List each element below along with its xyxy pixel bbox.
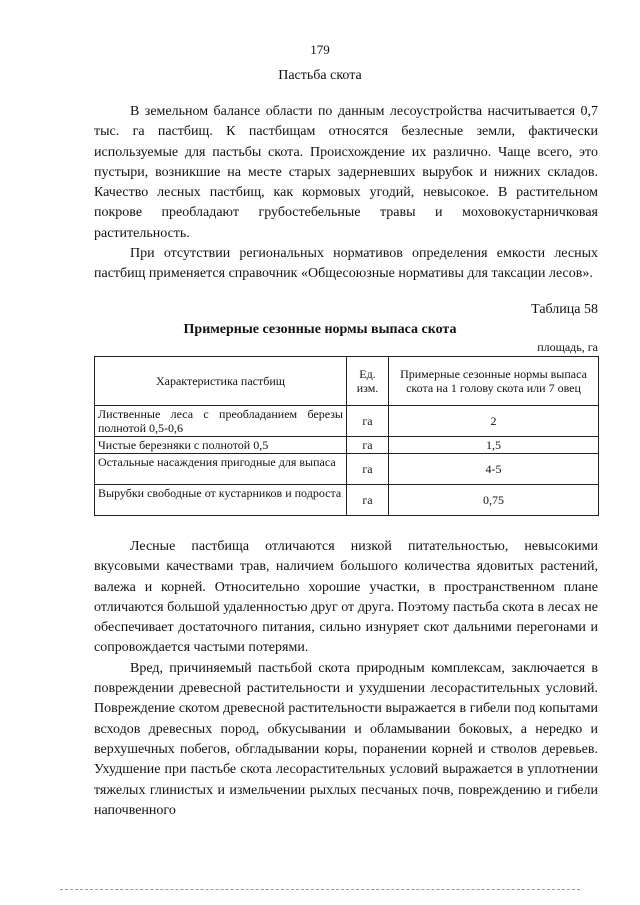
paragraph: Вред, причиняемый пастьбой скота природным комплексам, заключается в повреждении древесной растительности и ухудшении лесорастительных условий. Повреждение скотом древесной растительности выражается в гибели под копытами всходов древесных пород, обкусывании и обламывании боковых, а нередко и верхушечных побегов, обгладывании коры, поранении корней и стволов деревьев. Ухудшение при пастьбе скота лесорастительных условий выражается в уплотнении тяжелых глинистых и измельчении рыхлых песчаных почв, повреждению и гибели напочвенного <box>94 660 598 818</box>
paragraph: При отсутствии региональных нормативов определения емкости лесных пастбищ применяется справочник «Общесоюзные нормативы для таксации лесов». <box>94 246 598 282</box>
table-unit: площадь, га <box>537 340 598 354</box>
cell-unit: га <box>347 485 389 516</box>
body-text <box>94 537 598 821</box>
table-row <box>95 454 599 485</box>
page-number: 179 <box>310 42 330 57</box>
cell-norm: 1,5 <box>389 437 599 454</box>
cell-norm: 4-5 <box>389 454 599 485</box>
section-title: Пастьба скота <box>278 68 362 83</box>
cell-unit: га <box>347 437 389 454</box>
table-row <box>95 437 599 454</box>
paragraph: Лесные пастбища отличаются низкой питательностью, невысокими вкусовыми качествами трав, наличием большого количества ядовитых растений, валежа и корней. Относительно хорошие участки, в пространственном плане отличаются большой удаленностью друг от друга. Поэтому пастьба скота в лесах не обеспечивает достаточного питания, сильно изнуряет скот дальними перегонами и сопровождается частыми потерями. <box>94 539 598 656</box>
cell-characteristic: Лиственные леса с преобладанием березы полнотой 0,5-0,6 <box>95 406 347 437</box>
header-characteristic: Характеристика пастбищ <box>95 357 347 406</box>
table-label: Таблица 58 <box>531 302 598 317</box>
cell-norm: 0,75 <box>389 485 599 516</box>
cell-characteristic: Остальные насаждения пригодные для выпаса <box>95 454 347 485</box>
header-norm: Примерные сезонные нормы выпаса скота на 1 голову скота или 7 овец <box>389 357 599 406</box>
table-row <box>95 406 599 437</box>
cell-norm: 2 <box>389 406 599 437</box>
cell-unit: га <box>347 406 389 437</box>
cell-characteristic: Чистые березняки с полнотой 0,5 <box>95 437 347 454</box>
cell-unit: га <box>347 454 389 485</box>
table-header-row <box>95 357 599 406</box>
header-unit: Ед. изм. <box>347 357 389 406</box>
table-row <box>95 485 599 516</box>
grazing-norms-table <box>94 356 599 516</box>
table-caption: Примерные сезонные нормы выпаса скота <box>183 322 457 337</box>
page-footer-divider <box>60 889 580 890</box>
cell-characteristic: Вырубки свободные от кустарников и подроста <box>95 485 347 516</box>
paragraph: В земельном балансе области по данным лесоустройства насчитывается 0,7 тыс. га пастбищ. К пастбищам относятся безлесные земли, фактически используемые для пастьбы скота. Происхождение их различно. Чаще всего, это пустыри, возникшие на месте старых задерневших вырубок и нижних складов. Качество лесных пастбищ, как кормовых угодий, невысокое. В растительном покрове преобладают грубостебельные травы и моховокустарничковая растительность. <box>94 104 598 241</box>
intro-text <box>94 102 598 285</box>
